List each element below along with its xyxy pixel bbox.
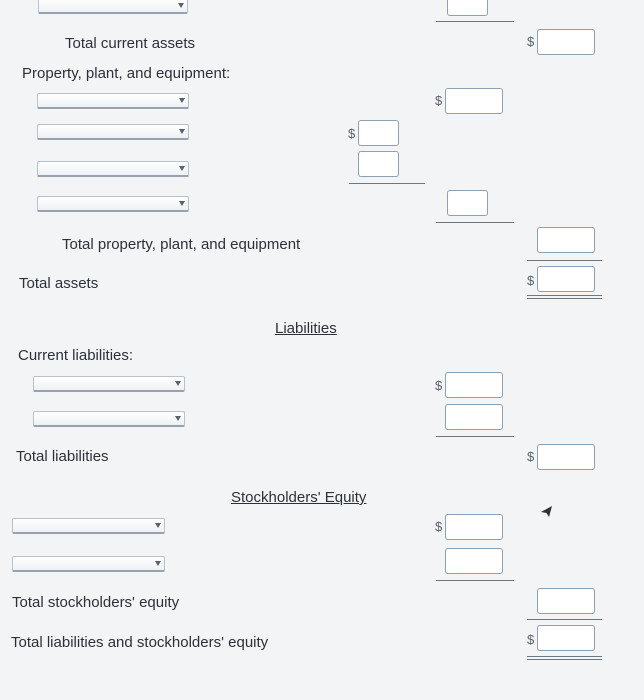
ppe-input-3[interactable] — [358, 151, 399, 177]
chevron-down-icon — [178, 3, 184, 8]
dollar-sign: $ — [527, 273, 535, 288]
stockholders-equity-header: Stockholders' Equity — [231, 489, 367, 506]
chevron-down-icon — [179, 201, 185, 206]
equity-input-1[interactable] — [445, 514, 503, 540]
total-assets-label: Total assets — [19, 275, 99, 292]
liability-input-2[interactable] — [445, 404, 503, 430]
chevron-down-icon — [179, 166, 185, 171]
total-current-assets-input[interactable] — [537, 29, 595, 55]
ppe-net-underline — [436, 222, 514, 223]
liabilities-header: Liabilities — [275, 320, 337, 337]
account-select-top[interactable] — [38, 0, 188, 14]
dollar-sign: $ — [348, 126, 356, 141]
ppe-input-1[interactable] — [445, 88, 503, 114]
ppe-input-2[interactable] — [358, 120, 399, 146]
equity-select-2[interactable] — [12, 556, 165, 572]
total-ppe-label: Total property, plant, and equipment — [62, 236, 301, 253]
total-ppe-input[interactable] — [537, 227, 595, 253]
total-ppe-underline — [527, 260, 602, 261]
ppe-header-label: Property, plant, and equipment: — [22, 65, 231, 82]
ppe-select-2[interactable] — [37, 124, 189, 140]
total-equity-input[interactable] — [537, 588, 595, 614]
chevron-down-icon — [179, 98, 185, 103]
ppe-underline — [349, 183, 425, 184]
amount-input-top[interactable] — [447, 0, 488, 16]
mouse-pointer-icon — [540, 505, 554, 519]
total-liabilities-input[interactable] — [537, 444, 595, 470]
total-liab-equity-double-underline — [527, 656, 602, 660]
ppe-select-3[interactable] — [37, 161, 189, 177]
chevron-down-icon — [155, 523, 161, 528]
ppe-select-1[interactable] — [37, 93, 189, 109]
equity-input-2[interactable] — [445, 548, 503, 574]
chevron-down-icon — [175, 416, 181, 421]
current-liabilities-label: Current liabilities: — [18, 347, 134, 364]
total-equity-label: Total stockholders' equity — [12, 594, 180, 611]
liability-input-1[interactable] — [445, 372, 503, 398]
total-assets-double-underline — [527, 295, 602, 299]
liability-select-1[interactable] — [33, 376, 185, 392]
ppe-select-4[interactable] — [37, 196, 189, 212]
liability-select-2[interactable] — [33, 411, 185, 427]
dollar-sign: $ — [527, 34, 535, 49]
chevron-down-icon — [175, 381, 181, 386]
equity-select-1[interactable] — [12, 518, 165, 534]
equity-underline — [436, 580, 514, 581]
total-current-assets-label: Total current assets — [65, 35, 196, 52]
total-assets-input[interactable] — [537, 266, 595, 292]
dollar-sign: $ — [527, 449, 535, 464]
ppe-input-4[interactable] — [447, 190, 488, 216]
liabilities-underline — [436, 436, 514, 437]
dollar-sign: $ — [435, 93, 443, 108]
chevron-down-icon — [155, 561, 161, 566]
total-liab-equity-input[interactable] — [537, 625, 595, 651]
dollar-sign: $ — [435, 519, 443, 534]
dollar-sign: $ — [527, 632, 535, 647]
subtotal-underline — [436, 21, 514, 22]
total-liab-equity-label: Total liabilities and stockholders' equity — [11, 634, 269, 651]
total-liabilities-label: Total liabilities — [16, 448, 109, 465]
dollar-sign: $ — [435, 378, 443, 393]
total-equity-underline — [527, 619, 602, 620]
chevron-down-icon — [179, 129, 185, 134]
